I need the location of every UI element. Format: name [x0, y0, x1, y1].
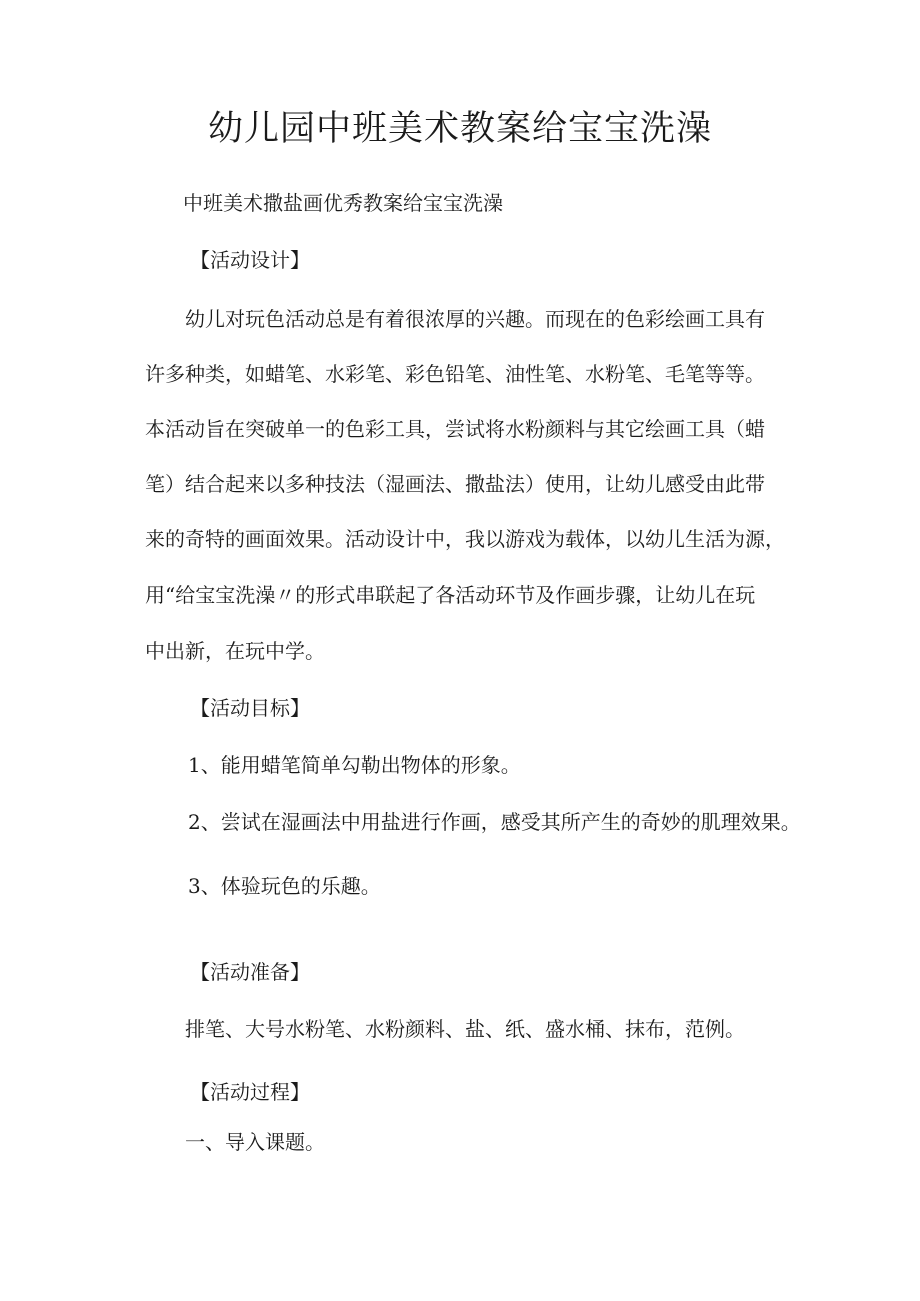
process-step: 一、导入课题。 [185, 1130, 325, 1154]
goal-item: 3、体验玩色的乐趣。 [188, 874, 381, 898]
design-paragraph-line: 许多种类，如蜡笔、水彩笔、彩色铅笔、油性笔、水粉笔、毛笔等等。 [145, 362, 765, 386]
heading-activity-design: 【活动设计】 [190, 248, 310, 272]
design-paragraph-line: 用“给宝宝洗澡〃的形式串联起了各活动环节及作画步骤，让幼儿在玩 [145, 583, 756, 607]
design-paragraph-line: 笔）结合起来以多种技法（湿画法、撒盐法）使用，让幼儿感受由此带 [145, 472, 765, 496]
goal-item: 1、能用蜡笔简单勾勒出物体的形象。 [188, 753, 521, 777]
design-paragraph-line: 幼儿对玩色活动总是有着很浓厚的兴趣。而现在的色彩绘画工具有 [185, 307, 765, 331]
design-paragraph-line: 中出新，在玩中学。 [145, 639, 325, 663]
design-paragraph-line: 来的奇特的画面效果。活动设计中，我以游戏为载体，以幼儿生活为源， [145, 527, 785, 551]
document-subtitle: 中班美术撒盐画优秀教案给宝宝洗澡 [183, 191, 503, 215]
prep-materials: 排笔、大号水粉笔、水粉颜料、盐、纸、盛水桶、抹布，范例。 [185, 1017, 745, 1041]
heading-activity-process: 【活动过程】 [190, 1080, 310, 1104]
design-paragraph-line: 本活动旨在突破单一的色彩工具，尝试将水粉颜料与其它绘画工具（蜡 [145, 417, 765, 441]
document-title: 幼儿园中班美术教案给宝宝洗澡 [207, 109, 712, 149]
goal-item: 2、尝试在湿画法中用盐进行作画，感受其所产生的奇妙的肌理效果。 [188, 810, 801, 834]
heading-activity-prep: 【活动准备】 [190, 960, 310, 984]
heading-activity-goals: 【活动目标】 [190, 696, 310, 720]
